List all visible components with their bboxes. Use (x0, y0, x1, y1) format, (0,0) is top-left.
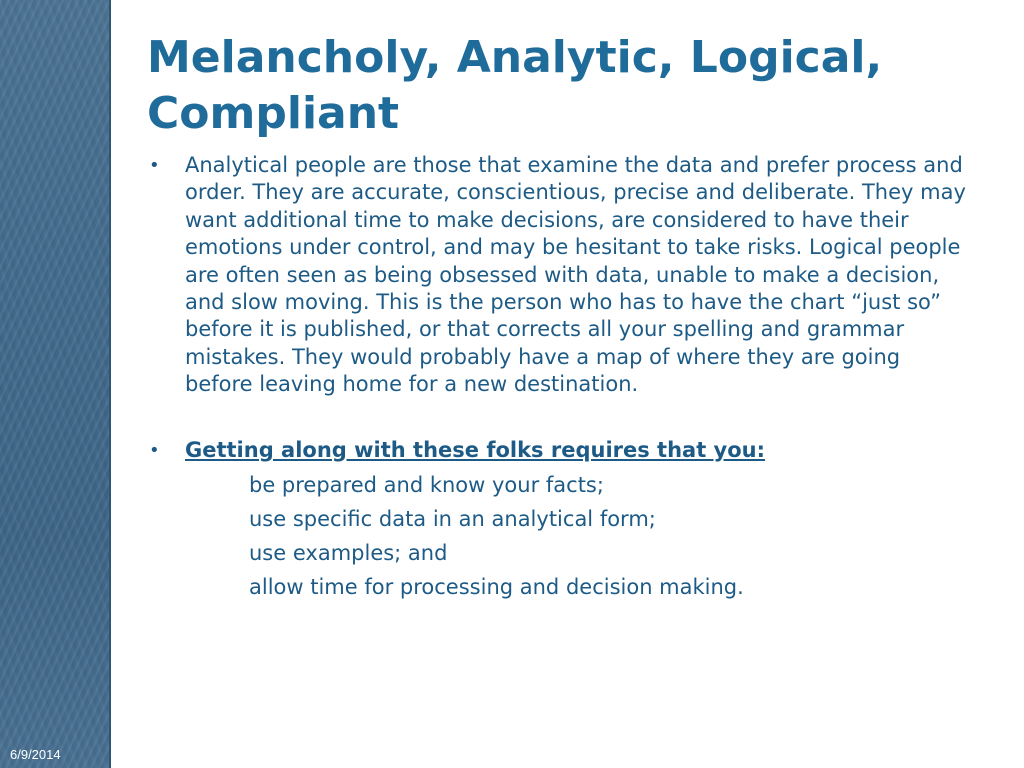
tip-item: use specific data in an analytical form; (249, 507, 656, 532)
bullet-icon: • (149, 439, 160, 461)
tip-item: allow time for processing and decision making. (249, 575, 744, 600)
slide-title: Melancholy, Analytic, Logical, Compliant (147, 32, 883, 139)
bullet-analytical-description (147, 152, 967, 399)
tips-list (185, 468, 967, 604)
tip-item: be prepared and know your facts; (249, 473, 604, 498)
bullet-text: Analytical people are those that examine the data and prefer process and order. They are accurate, conscientious, precise and deliberate. They may want additional time to make decisions, are considered to have their emotions under control, and may be hesitant to take risks. Logical people are often seen as being obsessed with data, unable to make a decision, and slow moving. This is the person who has to have the chart “just so” before it is published, or that corrects all your spelling and grammar mistakes. They would probably have a map of where they are going before leaving home for a new destination. (185, 153, 966, 397)
bullet-icon: • (149, 155, 160, 176)
bullet-list (147, 152, 967, 604)
tip-item: use examples; and (249, 541, 448, 566)
bullet-heading: Getting along with these folks requires that you: (185, 437, 766, 462)
slide-date: 6/9/2014 (10, 747, 61, 762)
slide-content (147, 30, 987, 604)
decorative-sidebar (0, 0, 111, 768)
bullet-getting-along (147, 437, 967, 604)
